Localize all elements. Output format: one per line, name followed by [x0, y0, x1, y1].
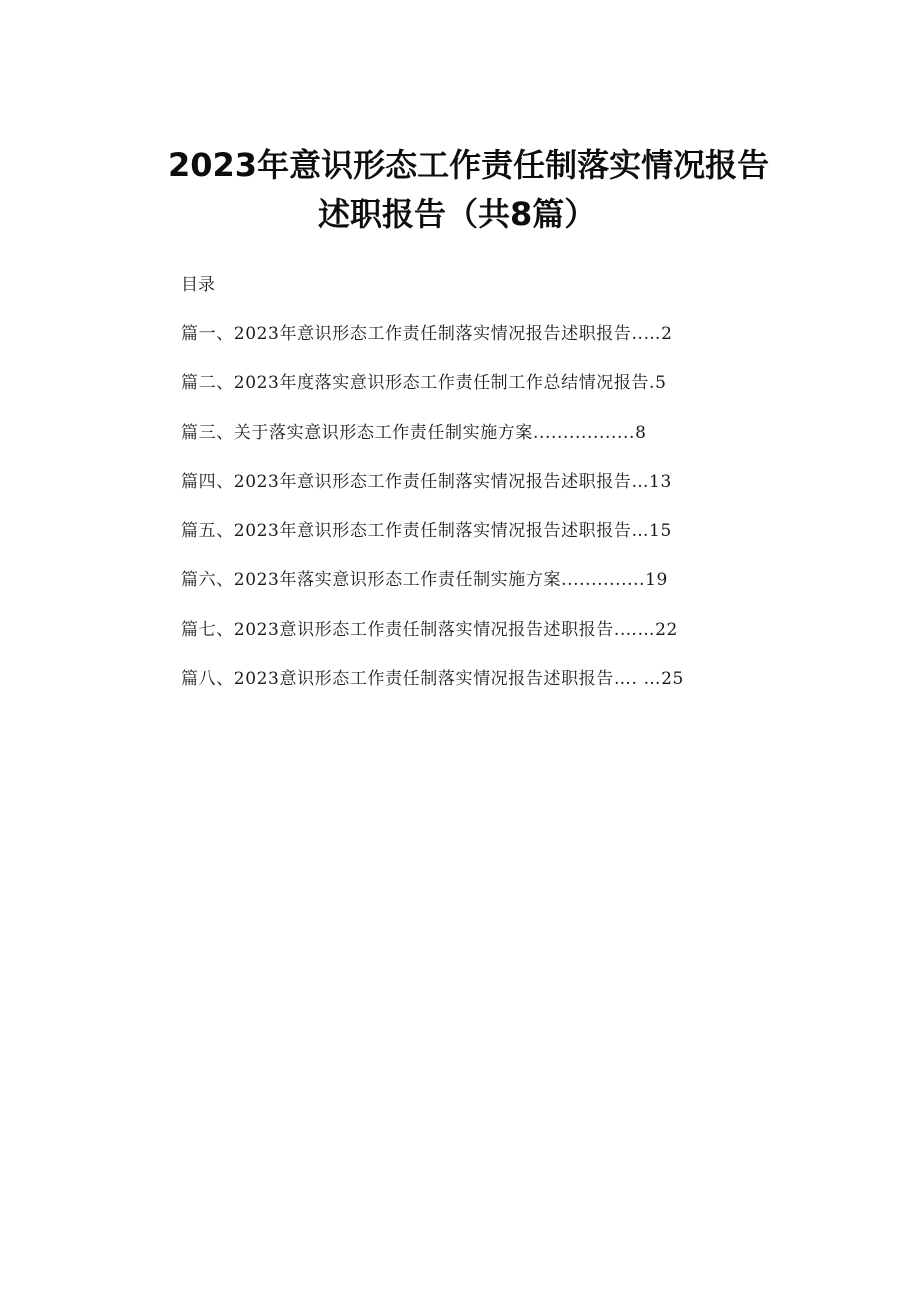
toc-item-8[interactable]: 篇八、2023意识形态工作责任制落实情况报告述职报告…. …25	[181, 669, 684, 690]
toc-item-7[interactable]: 篇七、2023意识形态工作责任制落实情况报告述职报告.……22	[181, 619, 678, 640]
toc-heading: 目录	[181, 275, 215, 295]
document-title-line-1: 2023年意识形态工作责任制落实情况报告	[168, 146, 770, 184]
toc-item-6[interactable]: 篇六、2023年落实意识形态工作责任制实施方案..............19	[181, 570, 668, 591]
toc-item-5[interactable]: 篇五、2023年意识形态工作责任制落实情况报告述职报告…15	[181, 521, 672, 542]
toc-item-4[interactable]: 篇四、2023年意识形态工作责任制落实情况报告述职报告…13	[181, 471, 672, 492]
toc-item-1[interactable]: 篇一、2023年意识形态工作责任制落实情况报告述职报告..…2	[181, 324, 673, 344]
document-title-line-2: 述职报告（共8篇）	[318, 195, 597, 233]
toc-item-2[interactable]: 篇二、2023年度落实意识形态工作责任制工作总结情况报告.5	[181, 373, 667, 394]
toc-item-3[interactable]: 篇三、关于落实意识形态工作责任制实施方案.................8	[181, 422, 647, 443]
table-of-contents	[181, 319, 684, 713]
